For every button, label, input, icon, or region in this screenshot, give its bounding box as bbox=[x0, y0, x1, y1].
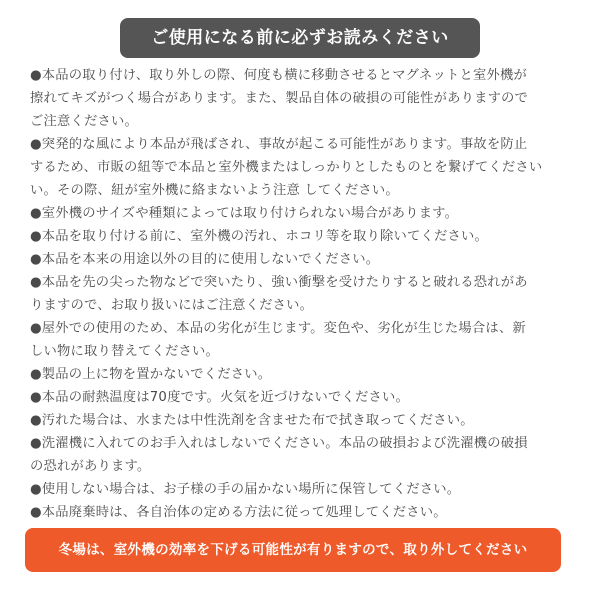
note-line: ●本品の耐熱温度は70度です。火気を近づけないでください。 bbox=[30, 390, 409, 405]
winter-warning-banner: 冬場は、室外機の効率を下げる可能性が有りますので、取り外してください bbox=[25, 528, 561, 572]
note-line: りますので、お取り扱いにはご注意ください。 bbox=[30, 298, 314, 313]
note-line: ●本品を先の尖った物などで突いたり、強い衝撃を受けたりすると破れる恐れがあ bbox=[30, 275, 528, 290]
note-line: 擦れてキズがつく場合があります。また、製品自体の破損の可能性がありますので bbox=[30, 91, 529, 106]
page-title: ご使用になる前に必ずお読みください bbox=[120, 18, 480, 58]
note-line: い。その際、紐が室外機に絡まないよう注意 してください。 bbox=[30, 183, 399, 198]
note-line: ●本品の取り付け、取り外しの際、何度も横に移動させるとマグネットと室外機が bbox=[30, 68, 528, 83]
note-line: ●本品廃棄時は、各自治体の定める方法に従って処理してください。 bbox=[30, 505, 447, 520]
note-line: ●本品を取り付ける前に、室外機の汚れ、ホコリ等を取り除いてください。 bbox=[30, 229, 488, 244]
note-line: ●製品の上に物を置かないでください。 bbox=[30, 367, 272, 382]
note-line: ●室外機のサイズや種類によっては取り付けられない場合があります。 bbox=[30, 206, 459, 221]
note-line: ご注意ください。 bbox=[30, 114, 138, 129]
note-line: ●汚れた場合は、水または中性洗剤を含ませた布で拭き取ってください。 bbox=[30, 413, 474, 428]
note-line: ●本品を本来の用途以外の目的に使用しないでください。 bbox=[30, 252, 380, 267]
notes-list bbox=[30, 64, 570, 524]
note-line: ●突発的な風により本品が飛ばされ、事故が起こる可能性があります。事故を防止 bbox=[30, 137, 528, 152]
note-line: しい物に取り替えてください。 bbox=[30, 344, 219, 359]
note-line: ●屋外での使用のため、本品の劣化が生じます。変色や、劣化が生じた場合は、新 bbox=[30, 321, 526, 336]
note-line: ●洗濯機に入れてのお手入れはしないでください。本品の破損および洗濯機の破損 bbox=[30, 436, 528, 451]
note-line: の恐れがあります。 bbox=[30, 459, 151, 474]
note-line: するため、市販の紐等で本品と室外機またはしっかりとしたものとを繋げてください bbox=[30, 160, 543, 175]
note-line: ●使用しない場合は、お子様の手の届かない場所に保管してください。 bbox=[30, 482, 461, 497]
